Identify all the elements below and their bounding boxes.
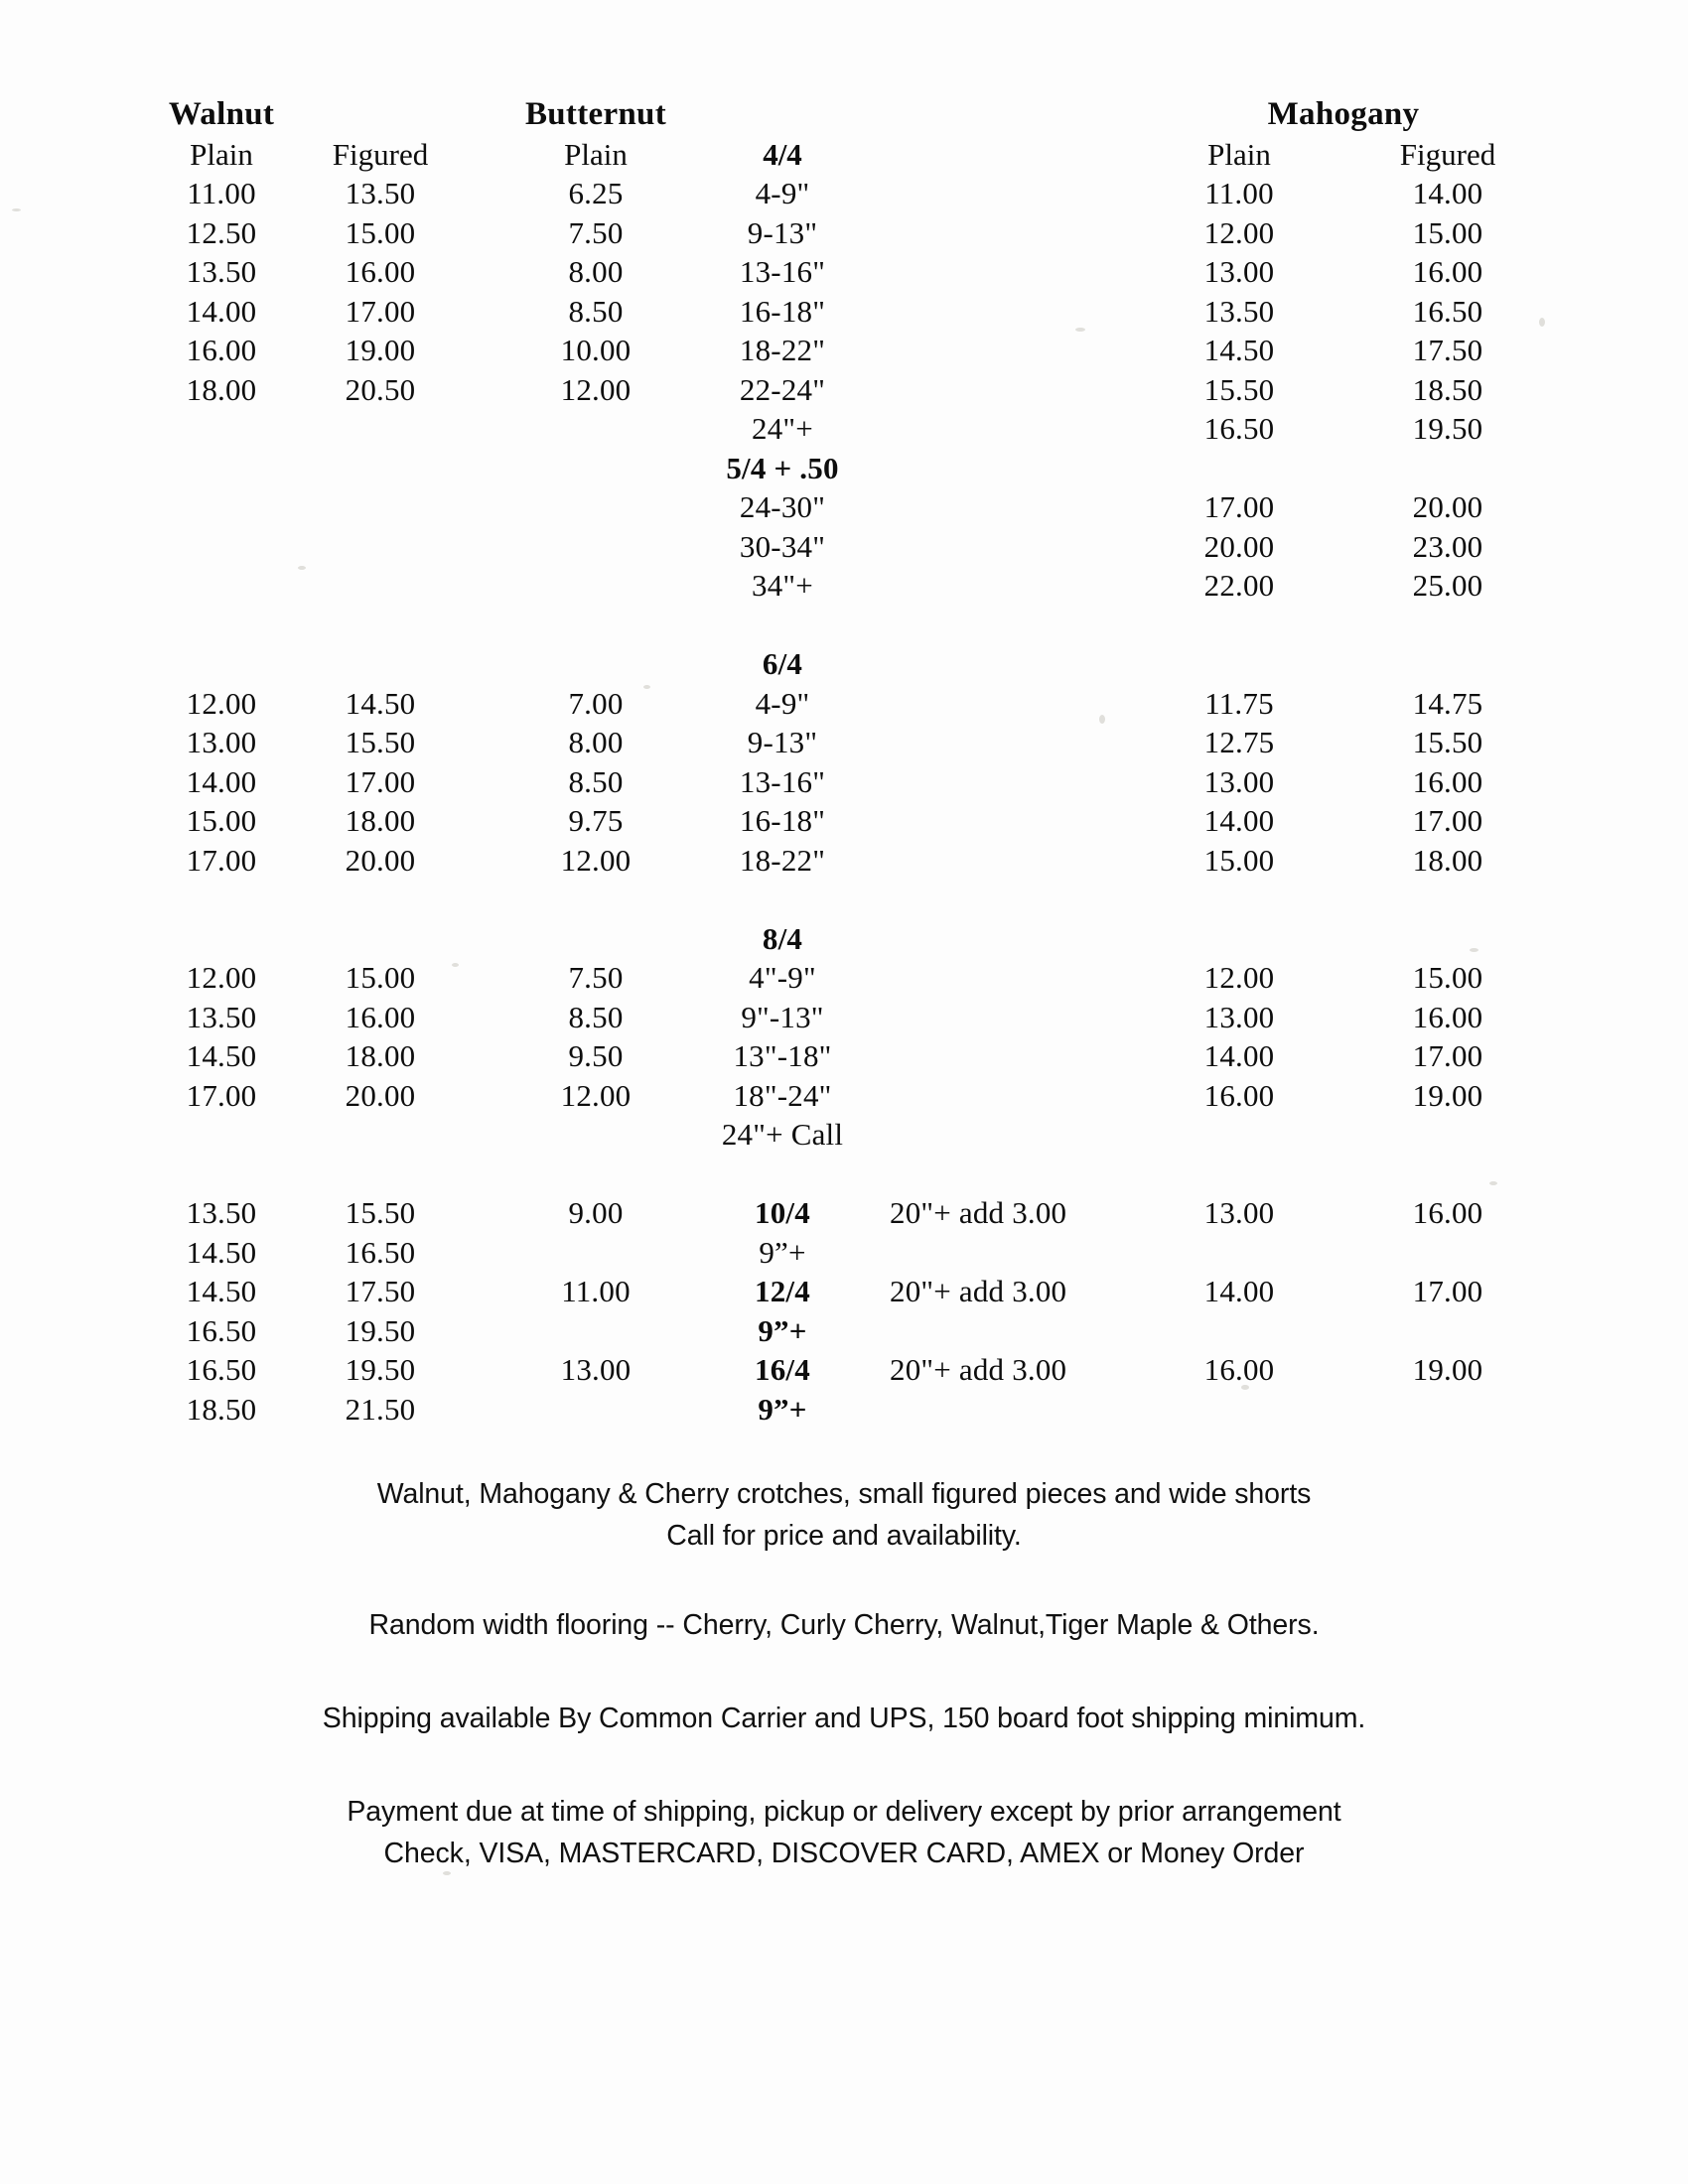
cell-mahogany-plain: 14.50	[1203, 333, 1275, 367]
cell-mahogany-plain: 13.00	[1203, 999, 1275, 1034]
table-row	[0, 919, 1688, 959]
cell-butternut-plain: 10.00	[560, 333, 632, 367]
column-header-thickness-44: 4/4	[763, 136, 802, 172]
column-header-mahogany-plain: Plain	[1207, 136, 1271, 172]
cell-mahogany-figured: 19.00	[1412, 1352, 1483, 1387]
cell-mahogany-figured: 23.00	[1412, 528, 1483, 564]
cell-mahogany-figured: 17.00	[1412, 803, 1483, 838]
table-row	[0, 1390, 1688, 1430]
cell-mahogany-plain: 14.00	[1203, 803, 1275, 838]
cell-mahogany-figured: 16.00	[1412, 999, 1483, 1034]
cell-mahogany-figured: 17.00	[1412, 1038, 1483, 1073]
cell-mahogany-plain: 15.00	[1203, 842, 1275, 878]
group-header-walnut: Walnut	[168, 96, 275, 132]
table-row	[0, 331, 1688, 370]
cell-walnut-figured: 19.50	[345, 1312, 416, 1348]
cell-size: 18-22"	[739, 842, 826, 878]
cell-mahogany-figured: 25.00	[1412, 568, 1483, 603]
cell-butternut-plain: 7.50	[568, 214, 624, 250]
cell-butternut-plain: 7.50	[568, 960, 624, 995]
cell-walnut-plain: 12.00	[186, 960, 257, 995]
cell-walnut-figured: 17.00	[345, 293, 416, 329]
cell-mahogany-figured: 20.00	[1412, 489, 1483, 524]
cell-butternut-plain: 9.50	[568, 1038, 624, 1073]
cell-butternut-plain: 8.00	[568, 725, 624, 759]
table-group-header-row	[0, 95, 1688, 135]
cell-walnut-plain: 14.50	[186, 1038, 257, 1073]
price-table	[0, 95, 1688, 1429]
cell-mahogany-figured: 15.00	[1412, 960, 1483, 995]
cell-mahogany-plain: 14.00	[1203, 1038, 1275, 1073]
table-row	[0, 841, 1688, 881]
cell-mahogany-figured: 19.00	[1412, 1077, 1483, 1113]
table-row	[0, 1311, 1688, 1351]
cell-mahogany-figured: 16.00	[1412, 254, 1483, 289]
cell-walnut-plain: 14.50	[186, 1234, 257, 1270]
cell-mahogany-plain: 17.00	[1203, 489, 1275, 524]
cell-butternut-plain: 12.00	[560, 842, 632, 878]
cell-walnut-plain: 13.50	[186, 254, 257, 289]
footer-line-payment-methods: Check, VISA, MASTERCARD, DISCOVER CARD, AMEX or Money Order	[383, 1838, 1305, 1869]
cell-walnut-figured: 15.00	[345, 214, 416, 250]
cell-mahogany-figured: 16.00	[1412, 1195, 1483, 1230]
table-row	[0, 1076, 1688, 1116]
cell-note: 20"+ add 3.00	[890, 1352, 1067, 1387]
cell-size: 4"-9"	[749, 960, 816, 995]
table-row	[0, 527, 1688, 567]
cell-walnut-plain: 14.00	[186, 763, 257, 799]
cell-size: 9”+	[758, 1312, 807, 1348]
table-row	[0, 213, 1688, 253]
cell-walnut-figured: 16.00	[345, 254, 416, 289]
cell-butternut-plain: 13.00	[560, 1352, 632, 1387]
column-header-butternut-plain: Plain	[564, 136, 628, 172]
table-row	[0, 998, 1688, 1037]
cell-walnut-plain: 16.50	[186, 1312, 257, 1348]
cell-walnut-plain: 13.50	[186, 999, 257, 1034]
cell-butternut-plain: 12.00	[560, 1077, 632, 1113]
cell-size: 9”+	[758, 1391, 807, 1427]
cell-mahogany-figured: 18.50	[1412, 371, 1483, 407]
table-row	[0, 1193, 1688, 1233]
cell-size: 24"+	[752, 411, 813, 446]
cell-walnut-figured: 15.50	[345, 725, 416, 759]
cell-size: 13-16"	[739, 254, 826, 289]
table-row	[0, 762, 1688, 802]
cell-walnut-plain: 15.00	[186, 803, 257, 838]
table-row	[0, 1272, 1688, 1311]
cell-butternut-plain: 8.50	[568, 763, 624, 799]
cell-walnut-figured: 17.00	[345, 763, 416, 799]
cell-size: 4-9"	[755, 176, 810, 210]
cell-walnut-figured: 13.50	[345, 176, 416, 210]
cell-size: 18-22"	[739, 333, 826, 367]
footer-line-call: Call for price and availability.	[666, 1520, 1022, 1552]
table-row	[0, 1350, 1688, 1390]
table-row	[0, 958, 1688, 998]
cell-butternut-plain: 8.50	[568, 999, 624, 1034]
cell-walnut-figured: 16.50	[345, 1234, 416, 1270]
cell-mahogany-figured: 16.50	[1412, 293, 1483, 329]
cell-size: 10/4	[755, 1195, 810, 1230]
cell-butternut-plain: 9.00	[568, 1195, 624, 1230]
cell-mahogany-plain: 12.00	[1203, 960, 1275, 995]
cell-butternut-plain: 7.00	[568, 685, 624, 721]
table-rows-container	[0, 174, 1688, 1429]
table-row	[0, 566, 1688, 606]
cell-mahogany-figured: 17.00	[1412, 1274, 1483, 1308]
cell-mahogany-plain: 16.00	[1203, 1077, 1275, 1113]
cell-mahogany-figured: 19.50	[1412, 411, 1483, 446]
cell-walnut-figured: 20.50	[345, 371, 416, 407]
cell-mahogany-figured: 15.50	[1412, 725, 1483, 759]
table-row	[0, 487, 1688, 527]
cell-size: 34"+	[752, 568, 813, 603]
footer-line-payment: Payment due at time of shipping, pickup or delivery except by prior arrangement	[347, 1796, 1341, 1828]
cell-size: 24"+ Call	[721, 1117, 844, 1152]
table-row	[0, 644, 1688, 684]
cell-walnut-plain: 13.50	[186, 1195, 257, 1230]
cell-butternut-plain: 8.50	[568, 293, 624, 329]
cell-walnut-plain: 13.00	[186, 725, 257, 759]
cell-mahogany-figured: 14.75	[1412, 685, 1483, 721]
table-row	[0, 606, 1688, 645]
cell-size: 16-18"	[739, 803, 826, 838]
cell-butternut-plain: 11.00	[561, 1274, 631, 1308]
cell-mahogany-figured: 18.00	[1412, 842, 1483, 878]
cell-mahogany-figured: 15.00	[1412, 214, 1483, 250]
cell-walnut-plain: 12.00	[186, 685, 257, 721]
footer-line-flooring: Random width flooring -- Cherry, Curly Cherry, Walnut,Tiger Maple & Others.	[368, 1609, 1320, 1641]
cell-walnut-plain: 12.50	[186, 214, 257, 250]
table-row	[0, 370, 1688, 410]
cell-mahogany-figured: 17.50	[1412, 333, 1483, 367]
cell-mahogany-plain: 13.00	[1203, 1195, 1275, 1230]
cell-mahogany-plain: 13.00	[1203, 763, 1275, 799]
cell-butternut-plain: 9.75	[568, 803, 624, 838]
cell-walnut-figured: 16.00	[345, 999, 416, 1034]
group-header-butternut: Butternut	[524, 96, 667, 132]
cell-size: 22-24"	[739, 371, 826, 407]
cell-size: 8/4	[762, 920, 803, 956]
cell-size: 4-9"	[755, 685, 810, 721]
cell-walnut-plain: 11.00	[187, 176, 256, 210]
cell-walnut-figured: 15.50	[345, 1195, 416, 1230]
cell-size: 18"-24"	[733, 1077, 832, 1113]
cell-mahogany-figured: 16.00	[1412, 763, 1483, 799]
cell-walnut-plain: 17.00	[186, 1077, 257, 1113]
cell-mahogany-plain: 11.75	[1204, 685, 1274, 721]
table-row	[0, 174, 1688, 213]
table-row	[0, 880, 1688, 919]
cell-walnut-plain: 14.50	[186, 1274, 257, 1308]
cell-walnut-figured: 21.50	[345, 1391, 416, 1427]
cell-walnut-plain: 16.50	[186, 1352, 257, 1387]
cell-walnut-plain: 17.00	[186, 842, 257, 878]
table-row	[0, 409, 1688, 449]
cell-walnut-plain: 16.00	[186, 333, 257, 367]
cell-butternut-plain: 6.25	[568, 176, 624, 210]
cell-size: 16/4	[755, 1352, 810, 1387]
cell-mahogany-plain: 16.00	[1203, 1352, 1275, 1387]
cell-walnut-figured: 18.00	[345, 1038, 416, 1073]
cell-size: 24-30"	[739, 489, 826, 524]
cell-mahogany-plain: 12.00	[1203, 214, 1275, 250]
cell-mahogany-plain: 12.75	[1203, 725, 1275, 759]
cell-butternut-plain: 12.00	[560, 371, 632, 407]
cell-butternut-plain: 8.00	[568, 254, 624, 289]
cell-size: 13"-18"	[733, 1038, 832, 1073]
cell-size: 13-16"	[739, 763, 826, 799]
cell-mahogany-plain: 14.00	[1203, 1274, 1275, 1308]
cell-size: 30-34"	[739, 528, 826, 564]
cell-size: 9-13"	[747, 725, 818, 759]
cell-walnut-figured: 20.00	[345, 842, 416, 878]
footer-line-shipping: Shipping available By Common Carrier and UPS, 150 board foot shipping minimum.	[322, 1703, 1366, 1734]
table-row	[0, 1233, 1688, 1273]
cell-size: 9”+	[759, 1234, 806, 1270]
cell-walnut-figured: 14.50	[345, 685, 416, 721]
cell-mahogany-plain: 16.50	[1203, 411, 1275, 446]
cell-walnut-plain: 18.50	[186, 1391, 257, 1427]
cell-walnut-plain: 18.00	[186, 371, 257, 407]
column-header-walnut-figured: Figured	[332, 136, 429, 172]
table-row	[0, 1155, 1688, 1194]
cell-note: 20"+ add 3.00	[890, 1274, 1067, 1308]
cell-walnut-figured: 19.00	[345, 333, 416, 367]
column-header-mahogany-figured: Figured	[1399, 136, 1496, 172]
table-row	[0, 449, 1688, 488]
cell-mahogany-plain: 13.50	[1203, 293, 1275, 329]
table-row	[0, 723, 1688, 762]
table-row	[0, 684, 1688, 724]
cell-mahogany-plain: 13.00	[1203, 254, 1275, 289]
cell-size: 9"-13"	[741, 999, 824, 1034]
cell-walnut-figured: 18.00	[345, 803, 416, 838]
table-column-header-row	[0, 135, 1688, 175]
cell-size: 12/4	[755, 1274, 810, 1308]
cell-mahogany-plain: 22.00	[1203, 568, 1275, 603]
table-row	[0, 801, 1688, 841]
cell-mahogany-figured: 14.00	[1412, 176, 1483, 210]
table-row	[0, 252, 1688, 292]
cell-size: 5/4 + .50	[726, 450, 839, 485]
cell-note: 20"+ add 3.00	[890, 1195, 1067, 1230]
table-row	[0, 1036, 1688, 1076]
table-row	[0, 1115, 1688, 1155]
cell-walnut-figured: 17.50	[345, 1274, 416, 1308]
cell-mahogany-plain: 15.50	[1203, 371, 1275, 407]
cell-size: 6/4	[762, 646, 803, 681]
cell-walnut-figured: 20.00	[345, 1077, 416, 1113]
cell-size: 16-18"	[739, 293, 826, 329]
footer-notes	[0, 1473, 1688, 1874]
cell-size: 9-13"	[747, 214, 818, 250]
table-row	[0, 292, 1688, 332]
footer-line-crotches: Walnut, Mahogany & Cherry crotches, small figured pieces and wide shorts	[376, 1478, 1312, 1510]
cell-walnut-figured: 19.50	[345, 1352, 416, 1387]
cell-walnut-figured: 15.00	[345, 960, 416, 995]
cell-mahogany-plain: 20.00	[1203, 528, 1275, 564]
cell-walnut-plain: 14.00	[186, 293, 257, 329]
cell-mahogany-plain: 11.00	[1204, 176, 1274, 210]
group-header-mahogany: Mahogany	[1267, 96, 1420, 132]
column-header-walnut-plain: Plain	[190, 136, 253, 172]
